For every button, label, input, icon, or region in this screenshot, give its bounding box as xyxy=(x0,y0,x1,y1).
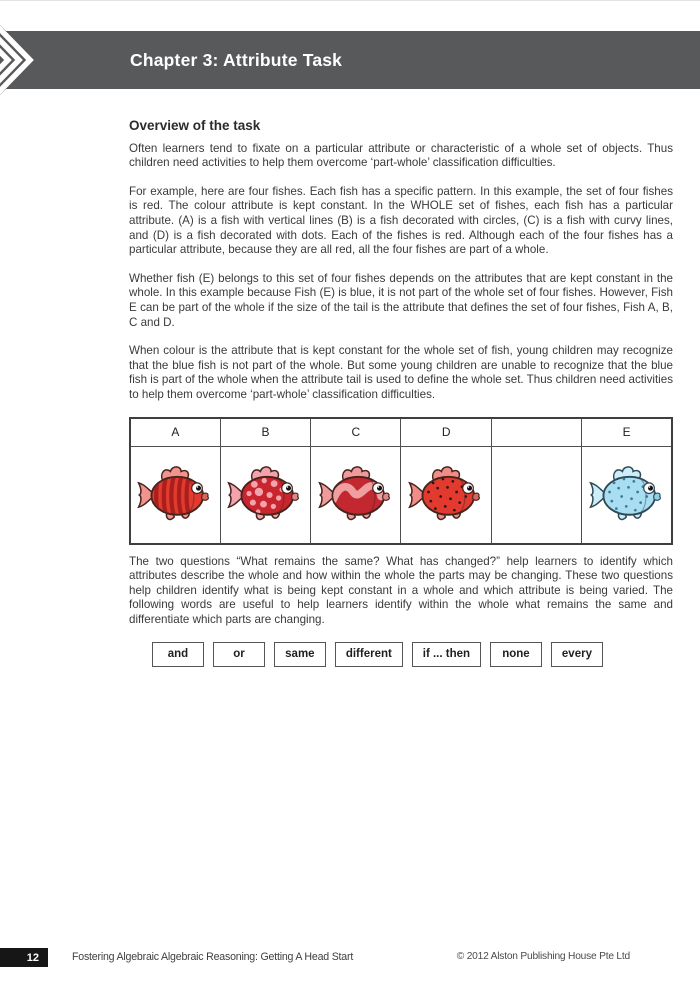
useful-words-row xyxy=(152,642,603,667)
fish-attribute-table xyxy=(129,417,673,545)
column-header-b: B xyxy=(220,418,310,447)
body-paragraph: Often learners tend to fixate on a particular attribute or characteristic of a whole set of objects. Thus children need activities to help them overcome ‘part-whole’ classification difficulties. xyxy=(129,141,673,170)
column-header-a: A xyxy=(130,418,220,447)
page-footer xyxy=(0,947,700,971)
fish-a-vertical-lines-icon xyxy=(133,449,218,541)
chevron-arrows-icon xyxy=(0,25,44,95)
word-box-different: different xyxy=(335,642,403,667)
word-box-if-then: if ... then xyxy=(412,642,481,667)
section-heading: Overview of the task xyxy=(129,118,261,133)
body-paragraph: For example, here are four fishes. Each fish has a specific pattern. In this example, the set of four fishes is red. The colour attribute is kept constant. In the WHOLE set of fishes, each fish has a particular attribute. (A) is a fish with vertical lines (B) is a fish decorated with circles, (C) is a fish with curvy lines, and (D) is a fish decorated with dots. Each of the fishes is red. Although each of the four fishes has a particular attribute, because they are all red, all the four fishes are part of a whole. xyxy=(129,184,673,257)
column-header-d: D xyxy=(401,418,491,447)
word-box-same: same xyxy=(274,642,326,667)
column-header-e: E xyxy=(582,418,672,447)
word-box-every: every xyxy=(551,642,603,667)
book-title: Fostering Algebraic Algebraic Reasoning: Getting A Head Start xyxy=(72,951,354,963)
body-paragraph: The two questions “What remains the same? What has changed?” help learners to identify which attributes describe the whole and how within the whole the parts may be changing. These two questions help children identify what is being kept constant in a whole and which attribute is being varied. The following words are useful to help learners identify within the whole what remains the same and differentiate which parts are changing. xyxy=(129,554,673,626)
fish-b-circles-icon xyxy=(223,449,308,541)
page-content xyxy=(129,119,673,667)
empty-cell xyxy=(494,449,579,541)
word-box-and: and xyxy=(152,642,204,667)
page-number-badge: 12 xyxy=(0,948,48,967)
table-header-row xyxy=(130,418,672,447)
word-box-none: none xyxy=(490,642,542,667)
column-header-c: C xyxy=(311,418,401,447)
chapter-title: Chapter 3: Attribute Task xyxy=(130,49,343,70)
copyright-notice: © 2012 Alston Publishing House Pte Ltd xyxy=(456,951,630,962)
fish-e-blue-dots-icon xyxy=(584,449,669,541)
fish-c-curvy-lines-icon xyxy=(313,449,398,541)
body-paragraph: When colour is the attribute that is kept constant for the whole set of fish, young children may recognize that the blue fish is not part of the whole. But some young children are unable to recognize that the blue fish is part of the whole when the attribute tail is used to define the whole set. Thus children need activities to help them overcome ‘part-whole’ classification difficulties. xyxy=(129,344,673,401)
column-header-empty xyxy=(491,418,581,447)
fish-d-dots-icon xyxy=(403,449,488,541)
chapter-banner xyxy=(0,31,700,89)
fish-row xyxy=(130,446,672,544)
body-paragraph: Whether fish (E) belongs to this set of four fishes depends on the attributes that are kept constant in the whole. In this example because Fish (E) is blue, it is not part of the whole set of four fishes. However, Fish E can be part of the whole if the size of the tail is the attribute that defines the set of four fishes, Fish A, B, C and D. xyxy=(129,271,673,329)
word-box-or: or xyxy=(213,642,265,667)
